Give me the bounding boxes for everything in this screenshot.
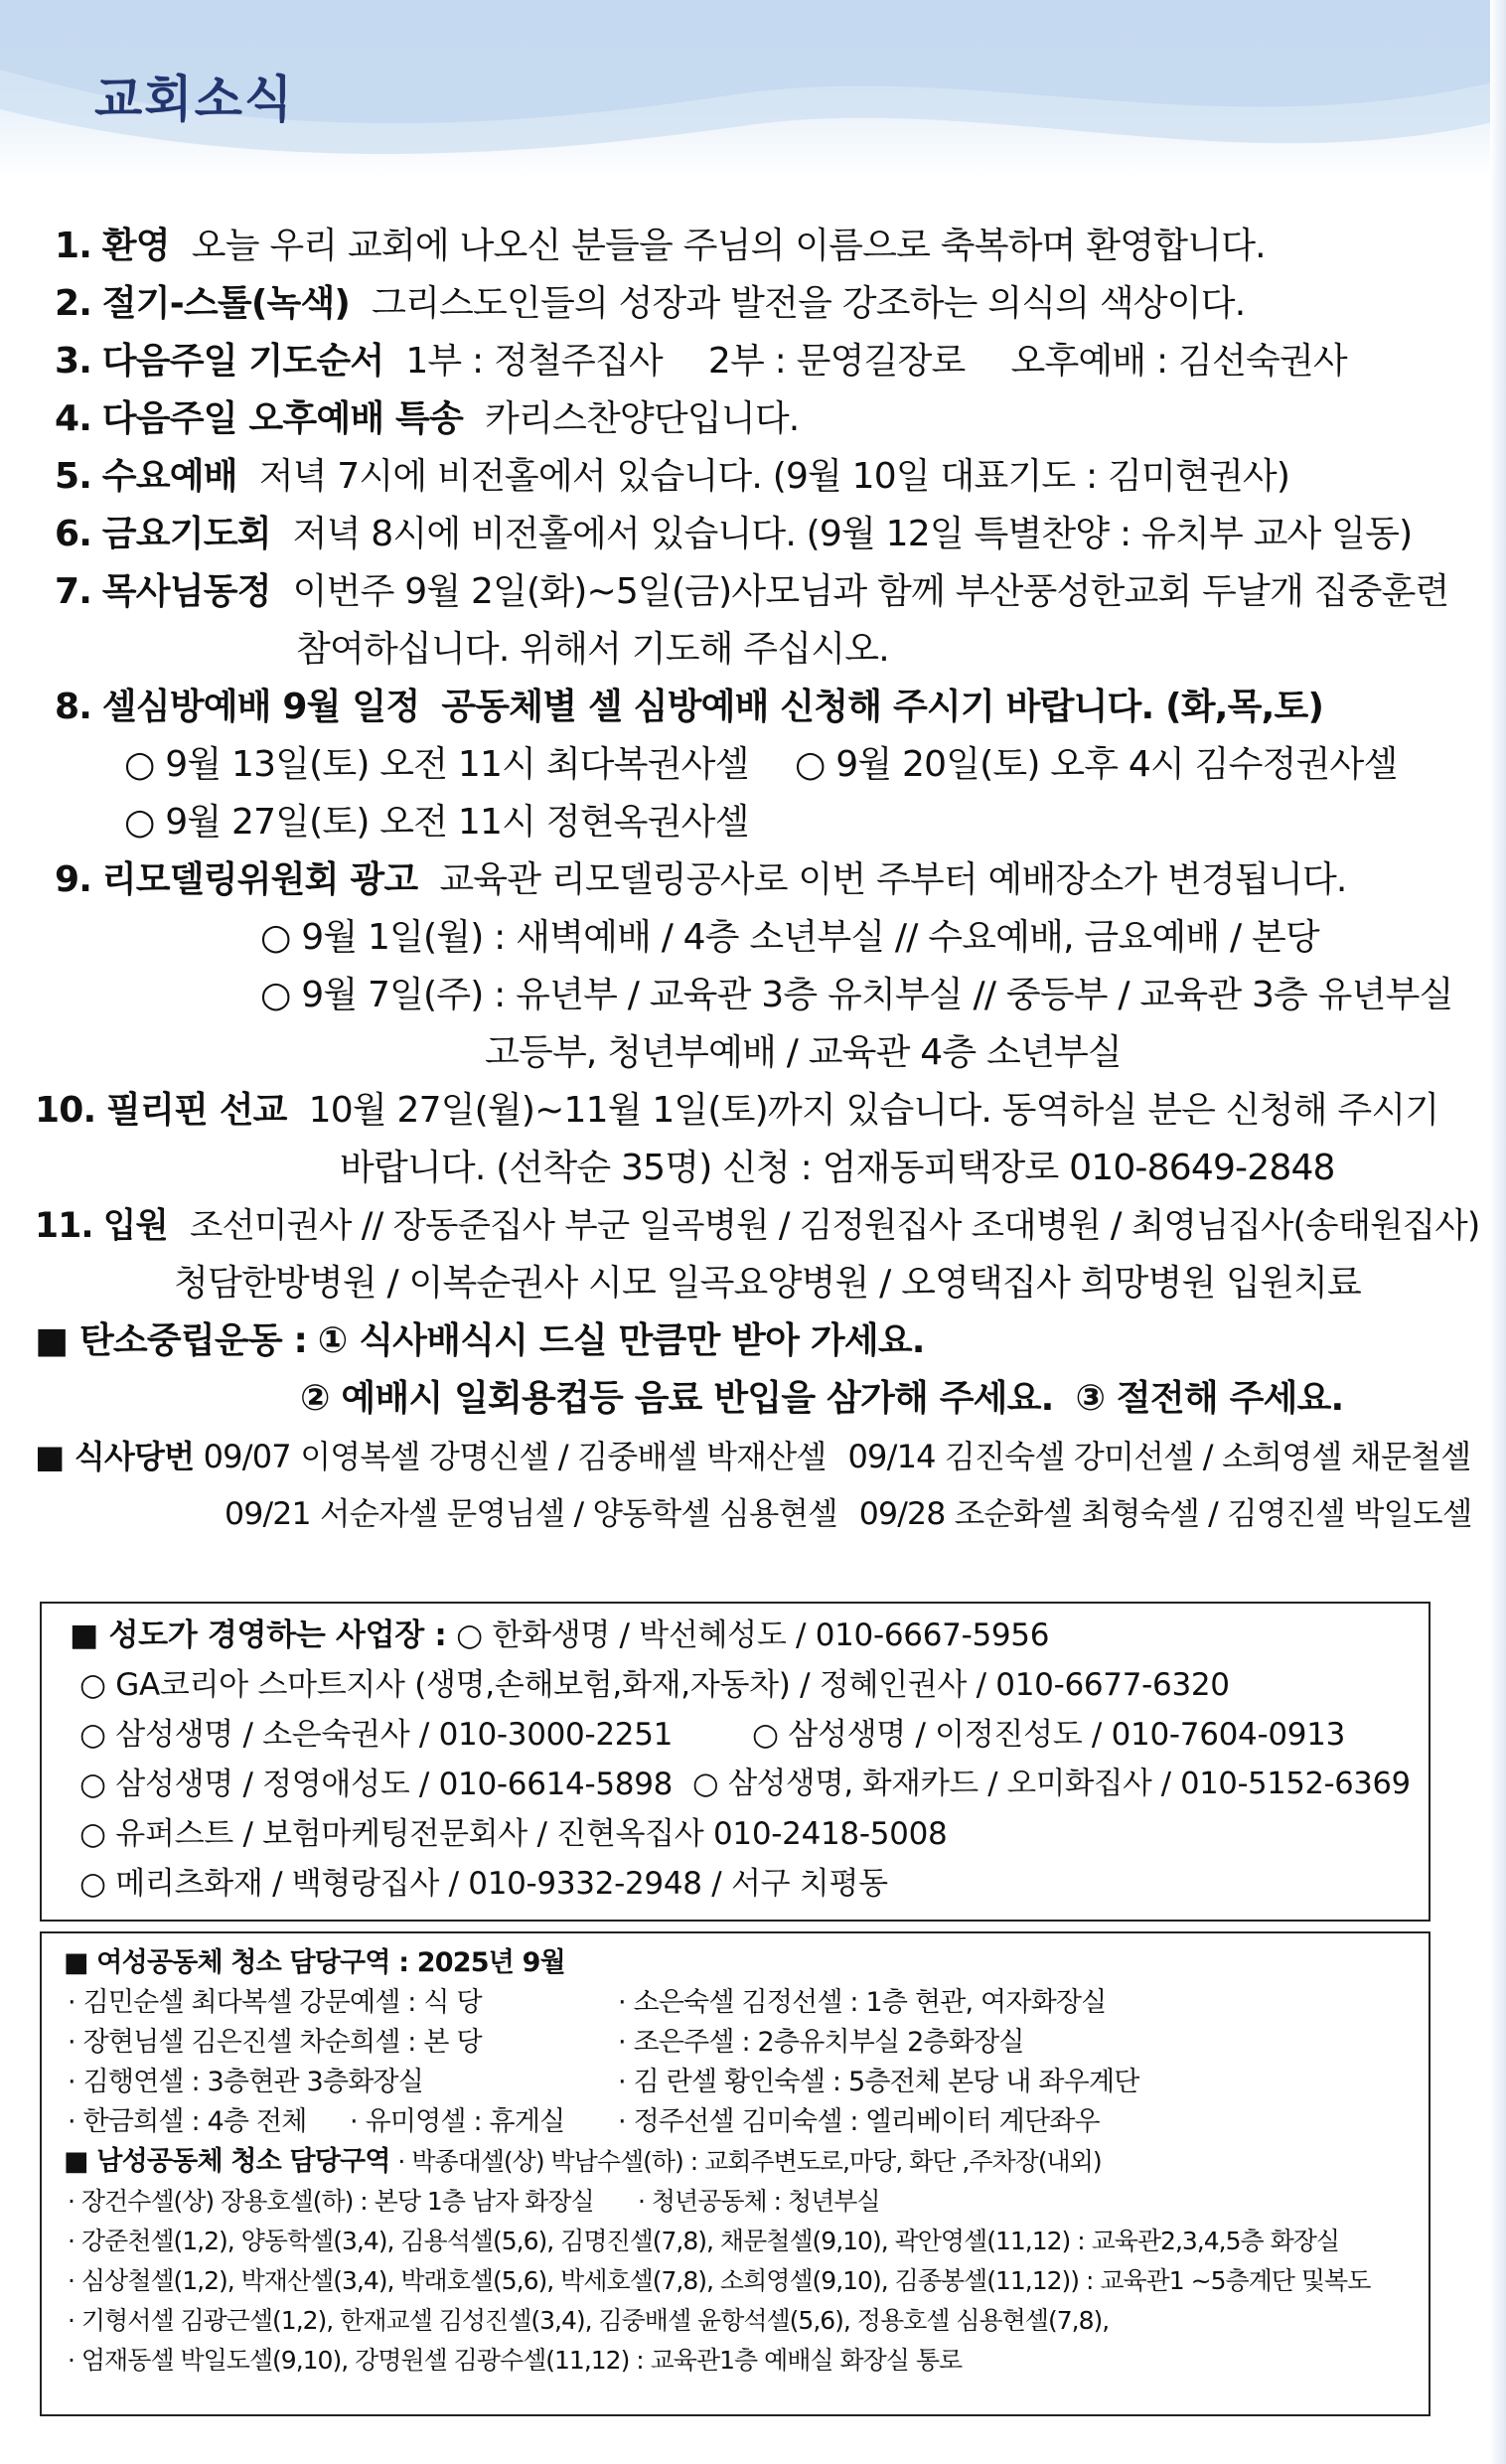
- women-cleaning-row-2a: · 장현님셀 김은진셀 차순희셀 : 본 당: [68, 2027, 482, 2058]
- carbon-neutral-campaign: ■ 탄소중립운동 : ① 식사배식시 드실 만큼만 받아 가세요.: [35, 1320, 925, 1361]
- men-cleaning-row-1b: · 청년공동체 : 청년부실: [638, 2187, 880, 2216]
- news-item-9-sub-1: ○ 9월 1일(월) : 새벽예배 / 4층 소년부실 // 수요예배, 금요예배 / 본당: [260, 917, 1319, 958]
- women-cleaning-row-3a: · 김행연셀 : 3층현관 3층화장실: [68, 2067, 424, 2097]
- women-cleaning-row-1b: · 소은숙셀 김정선셀 : 1층 현관, 여자화장실: [618, 1987, 1107, 2018]
- news-item-2: 2. 절기-스톨(녹색) 그리스도인들의 성장과 발전을 강조하는 의식의 색상이다.: [55, 283, 1246, 324]
- business-line-3: ○ 삼성생명 / 소은숙권사 / 010-3000-2251: [79, 1717, 674, 1753]
- news-item-9-sub-2: ○ 9월 7일(주) : 유년부 / 교육관 3층 유치부실 // 중등부 / 교육관 3층 유년부실: [260, 975, 1453, 1015]
- carbon-neutral-campaign-cont: ② 예배시 일회용컵등 음료 반입을 삼가해 주세요. ③ 절전해 주세요.: [300, 1378, 1344, 1419]
- cleaning-duty-box: [40, 1931, 1431, 2416]
- women-cleaning-title: ■ 여성공동체 청소 담당구역 : 2025년 9월: [64, 1947, 565, 1978]
- right-edge-shadow: [1490, 0, 1506, 2464]
- men-cleaning-row-2: · 강준천셀(1,2), 양동학셀(3,4), 김용석셀(5,6), 김명진셀(7,8), 채문철셀(9,10), 곽안영셀(11,12) : 교육관2,3,4,5층 화장실: [68, 2227, 1340, 2255]
- news-item-10-cont: 바랍니다. (선착순 35명) 신청 : 엄재동피택장로 010-8649-2848: [340, 1148, 1335, 1188]
- member-business-box: [40, 1602, 1431, 1922]
- women-cleaning-row-4b: · 정주선셀 김미숙셀 : 엘리베이터 계단좌우: [618, 2106, 1100, 2137]
- news-item-1: 1. 환영 오늘 우리 교회에 나오신 분들을 주님의 이름으로 축복하며 환영합니다.: [55, 226, 1266, 266]
- news-item-7: 7. 목사님동정 이번주 9월 2일(화)~5일(금)사모님과 함께 부산풍성한교회 두날개 집중훈련: [55, 571, 1449, 612]
- news-item-11-cont: 청담한방병원 / 이복순권사 시모 일곡요양병원 / 오영택집사 희망병원 입원치료: [174, 1263, 1362, 1304]
- meal-duty: ■ 식사당번 09/07 이영복셀 강명신셀 / 김중배셀 박재산셀 09/14 김진숙셀 강미선셀 / 소희영셀 채문철셀: [35, 1438, 1471, 1475]
- business-line-7: ○ 유퍼스트 / 보험마케팅전문회사 / 진현옥집사 010-2418-5008: [79, 1816, 948, 1852]
- news-item-7-cont: 참여하십니다. 위해서 기도해 주십시오.: [296, 629, 889, 670]
- women-cleaning-row-3b: · 김 란셀 황인숙셀 : 5층전체 본당 내 좌우계단: [618, 2067, 1139, 2097]
- business-line-1: ■ 성도가 경영하는 사업장 : ○ 한화생명 / 박선혜성도 / 010-6667-5956: [70, 1617, 1050, 1653]
- news-item-8-sub-3: ○ 9월 27일(토) 오전 11시 정현옥권사셀: [124, 802, 749, 843]
- business-line-8: ○ 메리츠화재 / 백형랑집사 / 010-9332-2948 / 서구 치평동: [79, 1866, 888, 1902]
- men-cleaning-row-4: · 기형서셀 김광근셀(1,2), 한재교셀 김성진셀(3,4), 김중배셀 윤항석셀(5,6), 정용호셀 심용현셀(7,8),: [68, 2306, 1110, 2335]
- meal-duty-cont: 09/21 서순자셀 문영님셀 / 양동학셀 심용현셀 09/28 조순화셀 최형숙셀 / 김영진셀 박일도셀: [225, 1496, 1472, 1532]
- men-cleaning-row-1a: · 장건수셀(상) 장용호셀(하) : 본당 1층 남자 화장실: [68, 2187, 594, 2216]
- news-item-5: 5. 수요예배 저녁 7시에 비전홀에서 있습니다. (9월 10일 대표기도 : 김미현권사): [55, 456, 1290, 497]
- women-cleaning-row-2b: · 조은주셀 : 2층유치부실 2층화장실: [618, 2027, 1024, 2058]
- business-line-2: ○ GA코리아 스마트지사 (생명,손해보험,화재,자동차) / 정혜인권사 / 010-6677-6320: [79, 1667, 1230, 1703]
- women-cleaning-row-4m: · 유미영셀 : 휴게실: [350, 2106, 565, 2137]
- page-title: 교회소식: [94, 70, 295, 128]
- news-item-8-sub-1: ○ 9월 13일(토) 오전 11시 최다복권사셀: [124, 744, 749, 785]
- news-item-9: 9. 리모델링위원회 광고 교육관 리모델링공사로 이번 주부터 예배장소가 변경됩니다.: [55, 859, 1347, 900]
- news-item-4: 4. 다음주일 오후예배 특송 카리스찬양단입니다.: [55, 398, 800, 439]
- news-item-9-sub-3: 고등부, 청년부예배 / 교육관 4층 소년부실: [485, 1032, 1122, 1073]
- business-line-6: ○ 삼성생명, 화재카드 / 오미화집사 / 010-5152-6369: [692, 1767, 1411, 1801]
- news-item-11: 11. 입원 조선미권사 // 장동준집사 부군 일곡병원 / 김정원집사 조대병원 / 최영님집사(송태원집사): [35, 1206, 1480, 1246]
- business-line-4: ○ 삼성생명 / 이정진성도 / 010-7604-0913: [752, 1717, 1346, 1753]
- news-item-8-sub-2: ○ 9월 20일(토) 오후 4시 김수정권사셀: [795, 744, 1398, 785]
- news-item-10: 10. 필리핀 선교 10월 27일(월)~11월 1일(토)까지 있습니다. 동역하실 분은 신청해 주시기: [35, 1090, 1439, 1131]
- women-cleaning-row-4a: · 한금희셀 : 4층 전체: [68, 2106, 307, 2137]
- news-item-6: 6. 금요기도회 저녁 8시에 비전홀에서 있습니다. (9월 12일 특별찬양 : 유치부 교사 일동): [55, 514, 1413, 554]
- women-cleaning-row-1a: · 김민순셀 최다복셀 강문예셀 : 식 당: [68, 1987, 482, 2018]
- men-cleaning-row-3: · 심상철셀(1,2), 박재산셀(3,4), 박래호셀(5,6), 박세호셀(7,8), 소희영셀(9,10), 김종봉셀(11,12)) : 교육관1 ~5층계단 및복도: [68, 2266, 1371, 2295]
- business-line-5: ○ 삼성생명 / 정영애성도 / 010-6614-5898: [79, 1767, 674, 1802]
- news-item-3: 3. 다음주일 기도순서 1부 : 정철주집사 2부 : 문영길장로 오후예배 : 김선숙권사: [55, 341, 1347, 382]
- men-cleaning-row-5: · 엄재동셀 박일도셀(9,10), 강명원셀 김광수셀(11,12) : 교육관1층 예배실 화장실 통로: [68, 2346, 963, 2375]
- news-item-8: 8. 셀심방예배 9월 일정 공동체별 셀 심방예배 신청해 주시기 바랍니다. (화,목,토): [55, 687, 1324, 727]
- men-cleaning-title: ■ 남성공동체 청소 담당구역 · 박종대셀(상) 박남수셀(하) : 교회주변도로,마당, 화단 ,주차장(내외): [64, 2146, 1102, 2177]
